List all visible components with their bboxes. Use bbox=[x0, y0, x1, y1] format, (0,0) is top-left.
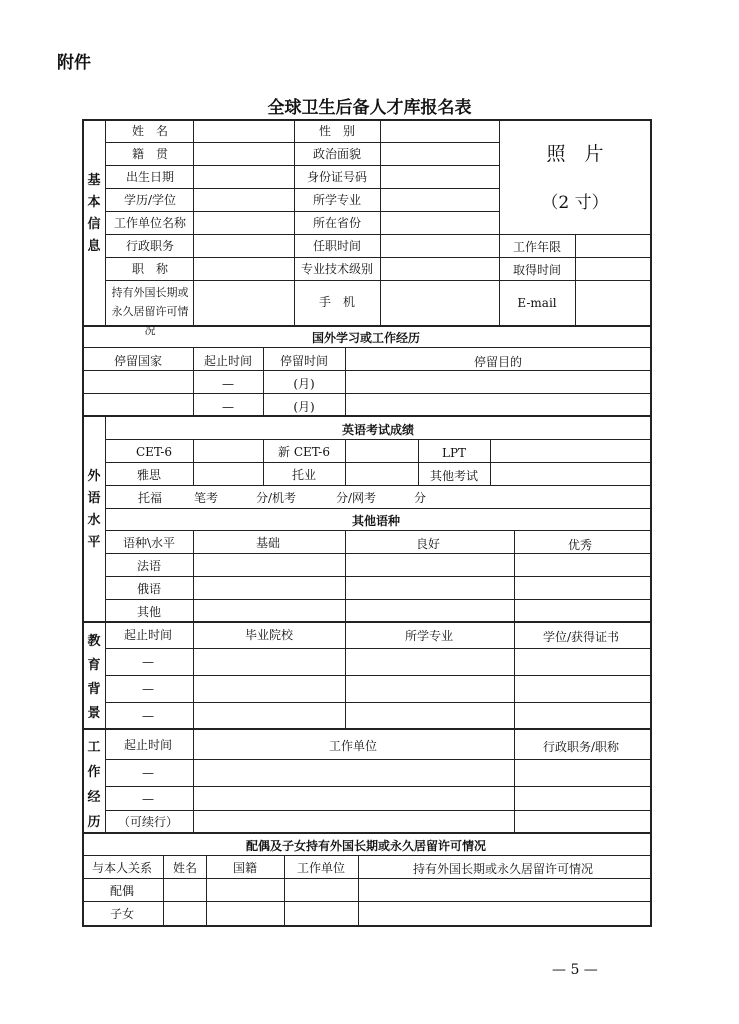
abroad-row1-dash: — bbox=[222, 377, 234, 391]
work-continue-note: （可续行） bbox=[117, 815, 179, 829]
section-work: 工 作 经 历 bbox=[87, 740, 101, 830]
edu-row1-dash: — bbox=[142, 655, 154, 669]
abroad-row2-dash: — bbox=[222, 400, 234, 414]
page-number: — 5 — bbox=[552, 962, 598, 978]
other-lang-header: 其他语种 bbox=[351, 514, 401, 528]
work-col-period: 起止时间 bbox=[123, 738, 173, 752]
col-stay-duration: 停留时间 bbox=[279, 354, 329, 368]
label-province: 所在省份 bbox=[312, 216, 362, 230]
photo-box[interactable] bbox=[500, 121, 650, 234]
label-admin-post: 行政职务 bbox=[125, 239, 175, 253]
label-residency: 持有外国长期或永久居留许可情况 bbox=[111, 286, 189, 337]
section-education: 教 育 背 景 bbox=[87, 634, 101, 721]
label-name: 姓 名 bbox=[131, 124, 169, 138]
label-new-cet6: 新 CET-6 bbox=[278, 445, 330, 459]
family-col-nationality: 国籍 bbox=[232, 861, 258, 875]
edu-row2-dash: — bbox=[142, 682, 154, 696]
label-lpt: LPT bbox=[441, 446, 467, 460]
section-language: 外 语 水 平 bbox=[87, 469, 101, 550]
abroad-row1-month: (月) bbox=[293, 377, 315, 391]
abroad-header: 国外学习或工作经历 bbox=[311, 331, 421, 345]
lang-other: 其他 bbox=[136, 605, 162, 619]
edu-col-period: 起止时间 bbox=[123, 628, 173, 642]
lang-russian: 俄语 bbox=[136, 582, 162, 596]
label-gender: 性 别 bbox=[318, 124, 356, 138]
label-internet-test: 分/网考 bbox=[336, 491, 377, 505]
label-obtain-time: 取得时间 bbox=[512, 263, 562, 277]
family-row-child: 子女 bbox=[109, 907, 135, 921]
label-cet6: CET-6 bbox=[135, 445, 173, 459]
edu-row3-dash: — bbox=[142, 709, 154, 723]
family-col-employer: 工作单位 bbox=[296, 861, 346, 875]
label-mobile: 手 机 bbox=[318, 295, 356, 309]
col-good: 良好 bbox=[415, 537, 441, 551]
label-score-unit: 分 bbox=[414, 491, 427, 505]
label-other-exam: 其他考试 bbox=[429, 469, 479, 483]
label-pen-test: 笔考 bbox=[194, 491, 219, 505]
col-basic: 基础 bbox=[255, 536, 281, 550]
family-row-spouse: 配偶 bbox=[109, 884, 135, 898]
photo-size-label: （2 寸） bbox=[541, 193, 609, 213]
edu-col-degree: 学位/获得证书 bbox=[542, 630, 620, 644]
label-tech-level: 专业技术级别 bbox=[300, 262, 374, 276]
label-title-rank: 职 称 bbox=[131, 262, 169, 276]
abroad-row2-month: (月) bbox=[293, 400, 315, 414]
label-email: E-mail bbox=[517, 296, 557, 310]
label-origin: 籍 贯 bbox=[131, 147, 169, 161]
work-row1-dash: — bbox=[142, 766, 154, 780]
col-lang-level: 语种\水平 bbox=[122, 536, 176, 550]
col-excellent: 优秀 bbox=[567, 538, 593, 552]
edu-col-school: 毕业院校 bbox=[244, 628, 294, 642]
edu-col-major: 所学专业 bbox=[404, 629, 454, 643]
work-row2-dash: — bbox=[142, 792, 154, 806]
label-major: 所学专业 bbox=[312, 193, 362, 207]
english-header: 英语考试成绩 bbox=[341, 423, 415, 437]
family-col-name: 姓名 bbox=[172, 861, 198, 875]
family-col-relation: 与本人关系 bbox=[91, 861, 153, 875]
photo-label: 照 片 bbox=[546, 143, 604, 165]
work-col-employer: 工作单位 bbox=[328, 739, 378, 753]
section-basic-info: 基 本 信 息 bbox=[87, 173, 101, 254]
label-post-time: 任职时间 bbox=[312, 239, 362, 253]
label-work-years: 工作年限 bbox=[512, 240, 562, 254]
label-toeic: 托业 bbox=[291, 468, 317, 482]
family-col-residency: 持有外国长期或永久居留许可情况 bbox=[412, 862, 594, 876]
label-ielts: 雅思 bbox=[136, 468, 162, 482]
col-period: 起止时间 bbox=[203, 354, 253, 368]
label-toefl: 托福 bbox=[138, 491, 163, 505]
label-political: 政治面貌 bbox=[312, 147, 362, 161]
label-id-number: 身份证号码 bbox=[306, 170, 368, 184]
label-employer: 工作单位名称 bbox=[113, 216, 187, 230]
attachment-label: 附件 bbox=[57, 53, 91, 73]
col-stay-country: 停留国家 bbox=[113, 354, 163, 368]
label-birth: 出生日期 bbox=[125, 170, 175, 184]
label-computer-test: 分/机考 bbox=[256, 491, 297, 505]
col-stay-purpose: 停留目的 bbox=[473, 355, 523, 369]
lang-french: 法语 bbox=[136, 559, 162, 573]
family-header: 配偶及子女持有外国长期或永久居留许可情况 bbox=[245, 839, 487, 853]
work-col-position: 行政职务/职称 bbox=[542, 740, 620, 754]
label-degree: 学历/学位 bbox=[123, 193, 177, 207]
form-title: 全球卫生后备人才库报名表 bbox=[267, 98, 472, 118]
